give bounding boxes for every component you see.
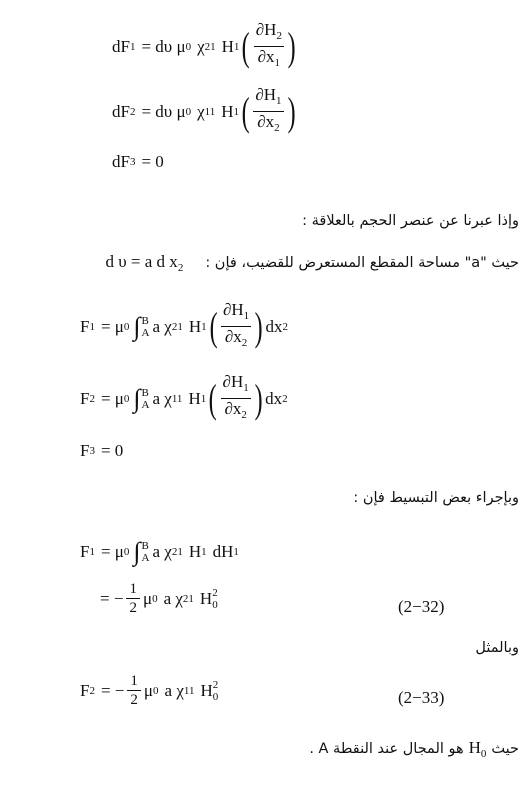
equation-dF2: dF 2 = dυ μ 0 χ 11 H 1 ( $\frac{\partial H_1}{\partial x_2}$ )	[112, 85, 298, 138]
equation-number-2-33: (2−33)	[398, 688, 445, 707]
partial-fraction: $\frac{\partial H_1}{\partial x_2}$	[222, 372, 249, 421]
half-fraction: $\frac{1}{2}$	[127, 672, 141, 709]
right-paren: )	[287, 88, 296, 134]
equation-F2-result: F 2 = − $\frac{1}{2}$ μ 0 a χ 11 H 2 0	[80, 673, 219, 708]
equation-F3: F 3 = 0	[80, 441, 124, 460]
half-fraction: $\frac{1}{2}$	[126, 580, 140, 617]
integral-sign: ∫	[133, 311, 141, 341]
left-paren: (	[242, 23, 251, 69]
paragraph-H0-definition: حيث $H_0$ هو المجال عند النقطة A .	[309, 738, 519, 760]
left-paren: (	[208, 375, 217, 421]
equation-dF1: dF 1 = dυ μ 0 χ 21 H 1 ( $\frac{\partial H_2}{\partial x_1}$ )	[112, 20, 298, 73]
equation-F1-integral: F 1 = μ 0 ∫ B A a χ 21 H 1 ( $\frac{\partial H_1}{\partial x_2}$ ) dx 2	[80, 300, 288, 353]
left-paren: (	[209, 303, 218, 349]
paragraph-cross-section: d υ = a d $x_2$ حيث "a" مساحة المقطع المستعرض للقضيب، فإن :	[105, 252, 519, 274]
equation-dF3: dF 3 = 0	[112, 152, 164, 171]
right-paren: )	[254, 303, 263, 349]
partial-fraction: $\frac{\partial H_2}{\partial x_1}$	[255, 20, 282, 69]
partial-fraction: $\frac{\partial H_1}{\partial x_2}$	[255, 85, 282, 134]
paragraph-similarly: وبالمثل	[475, 640, 519, 656]
equation-F2-integral: F 2 = μ 0 ∫ B A a χ 11 H 1 ( $\frac{\partial H_1}{\partial x_2}$ ) dx 2	[80, 372, 288, 425]
integral-sign: ∫	[133, 383, 141, 413]
equation-number-2-32: (2−32)	[398, 597, 445, 616]
paragraph-volume-element: وإذا عبرنا عن عنصر الحجم بالعلاقة :	[302, 213, 519, 229]
partial-fraction: $\frac{\partial H_1}{\partial x_2}$	[222, 300, 250, 349]
left-paren: (	[241, 88, 250, 134]
right-paren: )	[254, 375, 263, 421]
equation-F1-simplified: F 1 = μ 0 ∫ B A a χ 21 H 1 dH 1	[80, 537, 239, 566]
paragraph-simplification: وبإجراء بعض التبسيط فإن :	[353, 490, 519, 506]
integral-sign: ∫	[133, 537, 141, 566]
right-paren: )	[287, 23, 296, 69]
equation-F1-result: = − $\frac{1}{2}$ μ 0 a χ 21 H 2 0	[100, 581, 218, 616]
